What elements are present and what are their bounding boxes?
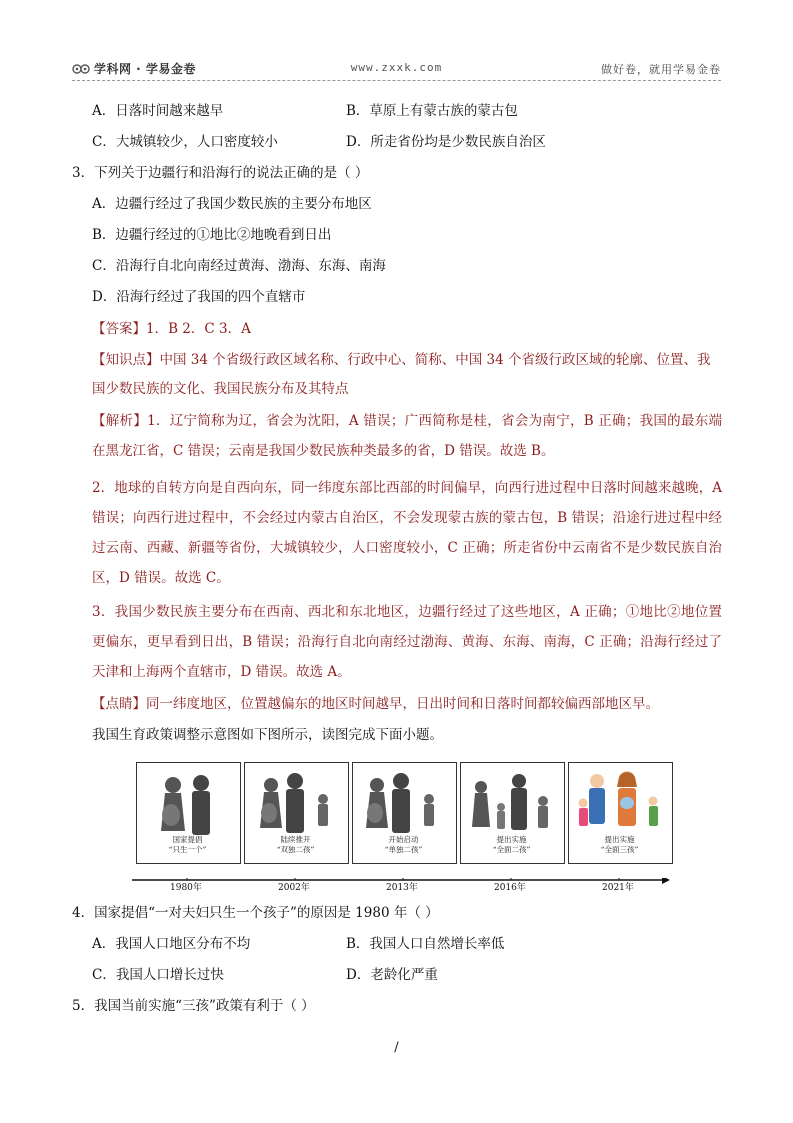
timeline-year-5: 2021年 bbox=[602, 883, 634, 893]
q3-option-c: C．沿海行自北向南经过黄海、渤海、东海、南海 bbox=[92, 258, 386, 274]
panel-caption-4 bbox=[460, 835, 563, 855]
knowledge-line-1: 【知识点】中国 34 个省级行政区域名称、行政中心、简称、中国 34 个省级行政区域的轮廓、位置、我 bbox=[92, 352, 711, 368]
q5-stem: 5．我国当前实施“三孩”政策有利于（ ） bbox=[72, 998, 315, 1014]
policy-figure bbox=[130, 760, 670, 900]
q4-option-d: D．老龄化严重 bbox=[346, 967, 438, 983]
panel-caption-4-line2: “全面二孩” bbox=[492, 845, 531, 854]
page-header bbox=[0, 0, 793, 80]
panel-caption-1 bbox=[136, 835, 239, 855]
q4-option-c: C．我国人口增长过快 bbox=[92, 967, 224, 983]
q3-option-d: D．沿海行经过了我国的四个直辖市 bbox=[92, 289, 306, 305]
analysis-paragraph-3: 3．我国少数民族主要分布在西南、西北和东北地区，边疆行经过了这些地区，A 正确；①地比②地位置更偏东，更早看到日出，B 错误；沿海行自北向南经过渤海、黄海、东海、南海，C 正确；沿海行经过了天津和上海两个直辖市，D 错误。故选 A。 bbox=[92, 604, 722, 680]
q3-option-a: A．边疆行经过了我国少数民族的主要分布地区 bbox=[92, 196, 372, 212]
timeline-year-2: 2002年 bbox=[278, 883, 310, 893]
panel-caption-1-line2: “只生一个” bbox=[168, 845, 207, 854]
tip-line: 【点睛】同一纬度地区，位置越偏东的地区时间越早，日出时间和日落时间都较偏西部地区早。 bbox=[92, 696, 659, 712]
q3-stem: 3．下列关于边疆行和沿海行的说法正确的是（ ） bbox=[72, 165, 369, 181]
panel-caption-5-line2: “全面三孩” bbox=[600, 845, 639, 854]
panel-caption-1-line1: 国家提倡 bbox=[172, 835, 203, 844]
timeline-year-1: 1980年 bbox=[170, 883, 202, 893]
answer-line: 【答案】1．B 2．C 3．A bbox=[92, 321, 251, 337]
analysis-paragraph-1: 【解析】1．辽宁简称为辽，省会为沈阳，A 错误；广西简称是桂，省会为南宁，B 正确；我国的最东端在黑龙江省，C 错误；云南是我国少数民族种类最多的省，D 错误。故选 B。 bbox=[92, 413, 722, 459]
panel-caption-2-line2: “双独二孩” bbox=[276, 845, 315, 854]
site-url[interactable]: www.zxxk.com bbox=[350, 61, 443, 74]
header-divider bbox=[72, 80, 721, 81]
q4-stem: 4．国家提倡“一对夫妇只生一个孩子”的原因是 1980 年（ ） bbox=[72, 905, 439, 921]
timeline-year-4: 2016年 bbox=[494, 883, 526, 893]
panel-caption-2 bbox=[244, 835, 347, 855]
timeline-year-3: 2013年 bbox=[386, 883, 418, 893]
panel-caption-4-line1: 提出实施 bbox=[496, 835, 527, 844]
page-number: / bbox=[394, 1040, 399, 1055]
panel-caption-2-line1: 陆续推开 bbox=[280, 835, 311, 844]
logo-text: 学科网 · 学易金卷 bbox=[94, 62, 196, 76]
panel-caption-3-line2: “单独二孩” bbox=[384, 845, 423, 854]
q4-option-a: A．我国人口地区分布不均 bbox=[92, 936, 251, 952]
panel-caption-5-line1: 提出实施 bbox=[604, 835, 635, 844]
header-slogan: 做好卷，就用学易金卷 bbox=[601, 63, 721, 76]
figure-intro: 我国生育政策调整示意图如下图所示，读图完成下面小题。 bbox=[92, 727, 443, 743]
q2-option-a: A．日落时间越来越早 bbox=[92, 103, 224, 119]
q2-option-c: C．大城镇较少，人口密度较小 bbox=[92, 134, 278, 150]
q4-option-b: B．我国人口自然增长率低 bbox=[346, 936, 505, 952]
knowledge-line-2: 国少数民族的文化、我国民族分布及其特点 bbox=[92, 381, 349, 397]
q2-option-d: D．所走省份均是少数民族自治区 bbox=[346, 134, 546, 150]
panel-caption-3-line1: 开始启动 bbox=[388, 835, 419, 844]
q2-option-b: B．草原上有蒙古族的蒙古包 bbox=[346, 103, 518, 119]
panel-caption-3 bbox=[352, 835, 455, 855]
q3-option-b: B．边疆行经过的①地比②地晚看到日出 bbox=[92, 227, 332, 243]
panel-caption-5 bbox=[568, 835, 671, 855]
analysis-paragraph-2: 2．地球的自转方向是自西向东，同一纬度东部比西部的时间偏早，向西行进过程中日落时间越来越晚，A 错误；向西行进过程中，不会经过内蒙古自治区，不会发现蒙古族的蒙古包，B 错误；沿途行进过程中经过云南、西藏、新疆等省份，大城镇较少，人口密度较小，C 正确；所走省份中云南省不是少数民族自治区，D 错误。故选 C。 bbox=[92, 480, 722, 586]
